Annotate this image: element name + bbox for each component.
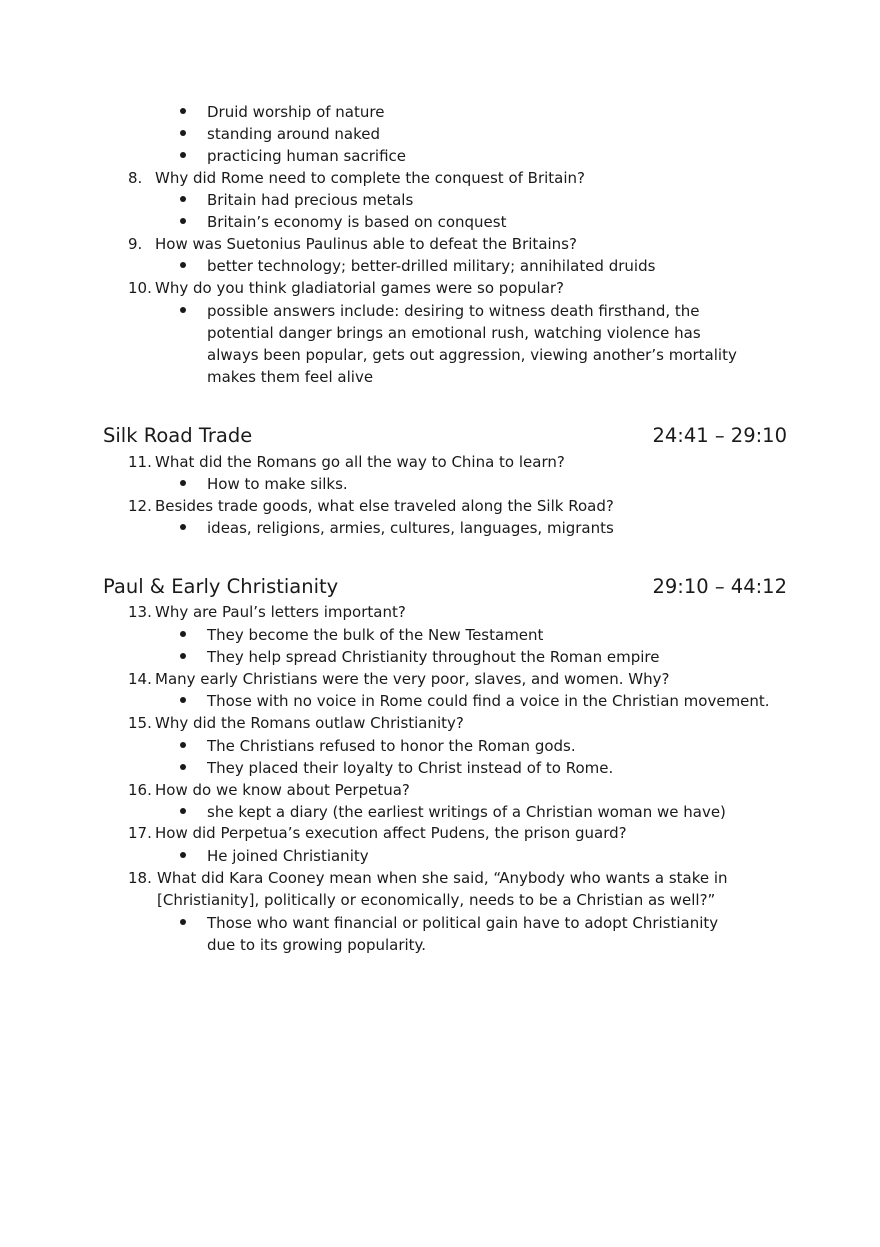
question-number: 12. xyxy=(128,497,152,515)
question-text: What did the Romans go all the way to China to learn? xyxy=(155,453,565,471)
answer-bullet: He joined Christianity xyxy=(207,847,369,865)
question-number: 10. xyxy=(128,279,152,297)
question-number: 18. xyxy=(128,869,152,887)
question-text: How did Perpetua’s execution affect Pudens, the prison guard? xyxy=(155,824,627,842)
question-number: 9. xyxy=(128,235,143,253)
answer-bullet: They become the bulk of the New Testament xyxy=(207,626,544,644)
answer-bullet: Druid worship of nature xyxy=(207,103,385,121)
bullet-icon xyxy=(180,808,186,814)
question-text: Why did Rome need to complete the conquest of Britain? xyxy=(155,169,586,187)
bullet-icon xyxy=(180,480,186,486)
bullet-icon xyxy=(180,742,186,748)
answer-bullet: Those with no voice in Rome could find a voice in the Christian movement. xyxy=(207,692,770,710)
bullet-icon xyxy=(180,919,186,925)
section-timestamp: 24:41 – 29:10 xyxy=(652,424,787,447)
bullet-icon xyxy=(180,697,186,703)
bullet-icon xyxy=(180,152,186,158)
answer-bullet: Those who want financial or political gain have to adopt Christianity due to its growing popularity. xyxy=(207,914,719,954)
question-text: Besides trade goods, what else traveled along the Silk Road? xyxy=(155,497,614,515)
question-number: 8. xyxy=(128,169,143,187)
question-text: How do we know about Perpetua? xyxy=(155,781,410,799)
answer-bullet: possible answers include: desiring to witness death firsthand, the potential danger brings an emotional rush, watching violence has always been popular, gets out aggression, viewing another’s mortality makes them feel alive xyxy=(207,302,737,386)
answer-bullet: ideas, religions, armies, cultures, languages, migrants xyxy=(207,519,614,537)
section-title: Paul & Early Christianity xyxy=(103,575,339,598)
answer-bullet: They help spread Christianity throughout the Roman empire xyxy=(207,648,660,666)
question-text: Why did the Romans outlaw Christianity? xyxy=(155,714,464,732)
bullet-icon xyxy=(180,196,186,202)
question-text: How was Suetonius Paulinus able to defeat the Britains? xyxy=(155,235,577,253)
bullet-icon xyxy=(180,108,186,114)
answer-bullet: standing around naked xyxy=(207,125,380,143)
question-number: 15. xyxy=(128,714,152,732)
answer-bullet: she kept a diary (the earliest writings of a Christian woman we have) xyxy=(207,803,726,821)
bullet-icon xyxy=(180,130,186,136)
question-number: 16. xyxy=(128,781,152,799)
section-title: Silk Road Trade xyxy=(103,424,253,447)
question-text: Why do you think gladiatorial games were so popular? xyxy=(155,279,565,297)
bullet-icon xyxy=(180,653,186,659)
answer-bullet: Britain had precious metals xyxy=(207,191,414,209)
question-text: Many early Christians were the very poor, slaves, and women. Why? xyxy=(155,670,670,688)
bullet-icon xyxy=(180,852,186,858)
answer-bullet: The Christians refused to honor the Roman gods. xyxy=(207,737,576,755)
bullet-icon xyxy=(180,218,186,224)
bullet-icon xyxy=(180,764,186,770)
question-number: 17. xyxy=(128,824,152,842)
question-text: Why are Paul’s letters important? xyxy=(155,603,406,621)
answer-bullet: How to make silks. xyxy=(207,475,348,493)
answer-bullet: Britain’s economy is based on conquest xyxy=(207,213,507,231)
bullet-icon xyxy=(180,307,186,313)
answer-bullet: They placed their loyalty to Christ instead of to Rome. xyxy=(207,759,614,777)
question-number: 11. xyxy=(128,453,152,471)
question-text-line-2: [Christianity], politically or economically, needs to be a Christian as well?” xyxy=(157,891,716,909)
bullet-icon xyxy=(180,524,186,530)
answer-bullet: better technology; better-drilled military; annihilated druids xyxy=(207,257,656,275)
bullet-icon xyxy=(180,262,186,268)
section-timestamp: 29:10 – 44:12 xyxy=(652,575,787,598)
question-number: 13. xyxy=(128,603,152,621)
bullet-icon xyxy=(180,631,186,637)
question-number: 14. xyxy=(128,670,152,688)
answer-bullet: practicing human sacrifice xyxy=(207,147,406,165)
question-text-line-1: What did Kara Cooney mean when she said, “Anybody who wants a stake in xyxy=(157,869,728,887)
